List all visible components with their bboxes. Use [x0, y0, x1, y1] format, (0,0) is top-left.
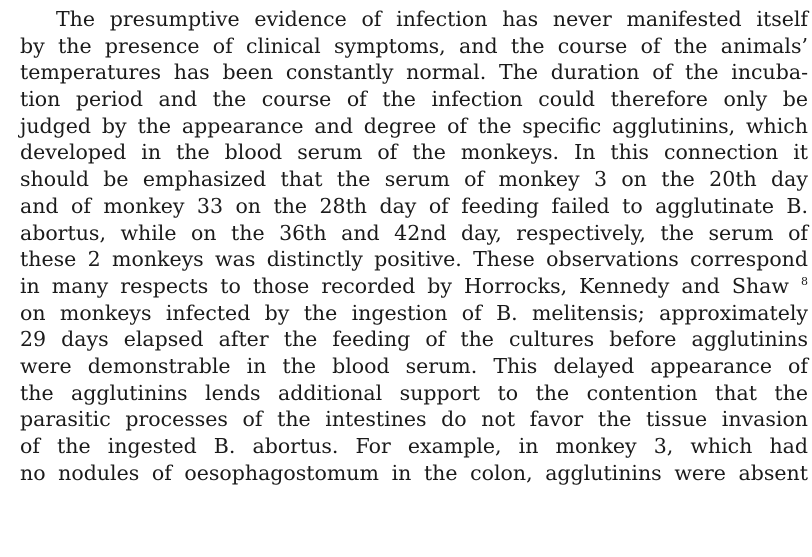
text-line-4: tion period and the course of the infection could therefore only be — [20, 87, 808, 112]
body-paragraph — [20, 6, 808, 486]
text-line-17: of the ingested B. abortus. For example, in monkey 3, which had — [20, 434, 808, 458]
text-line-7: should be emphasized that the serum of monkey 3 on the 20th day — [20, 167, 808, 192]
text-line-3: temperatures has been constantly normal. The duration of the incuba- — [20, 60, 808, 85]
text-line-5: judged by the appearance and degree of the specific agglutinins, which — [20, 113, 808, 138]
text-line-18: no nodules of oesophagostomum in the colon, agglutinins were absent — [20, 460, 808, 485]
text-line-12: on monkeys infected by the ingestion of B. melitensis; approximately — [20, 300, 808, 325]
text-line-6: developed in the blood serum of the monkeys. In this connection it — [20, 140, 808, 165]
paper-page — [20, 6, 808, 486]
text-line-11 — [20, 273, 808, 300]
text-line-2: by the presence of clinical symptoms, and the course of the animals’ — [20, 33, 808, 58]
text-line-13: 29 days elapsed after the feeding of the cultures before agglutinins — [20, 327, 808, 352]
footnote-reference: 8 — [800, 274, 808, 288]
text-line-16: parasitic processes of the intestines do not favor the tissue invasion — [20, 407, 808, 432]
text-line-14: were demonstrable in the blood serum. This delayed appearance of — [20, 353, 808, 378]
text-line-1: The presumptive evidence of infection has never manifested itself — [56, 7, 808, 31]
text-line-8: and of monkey 33 on the 28th day of feeding failed to agglutinate B. — [20, 193, 808, 218]
text-line-15: the agglutinins lends additional support to the contention that the — [20, 380, 808, 405]
text-line-9: abortus, while on the 36th and 42nd day, respectively, the serum of — [20, 220, 808, 245]
text-line-10: these 2 monkeys was distinctly positive. These observations correspond — [20, 247, 808, 272]
text-line-11-text: in many respects to those recorded by Horrocks, Kennedy and Shaw — [20, 273, 789, 298]
